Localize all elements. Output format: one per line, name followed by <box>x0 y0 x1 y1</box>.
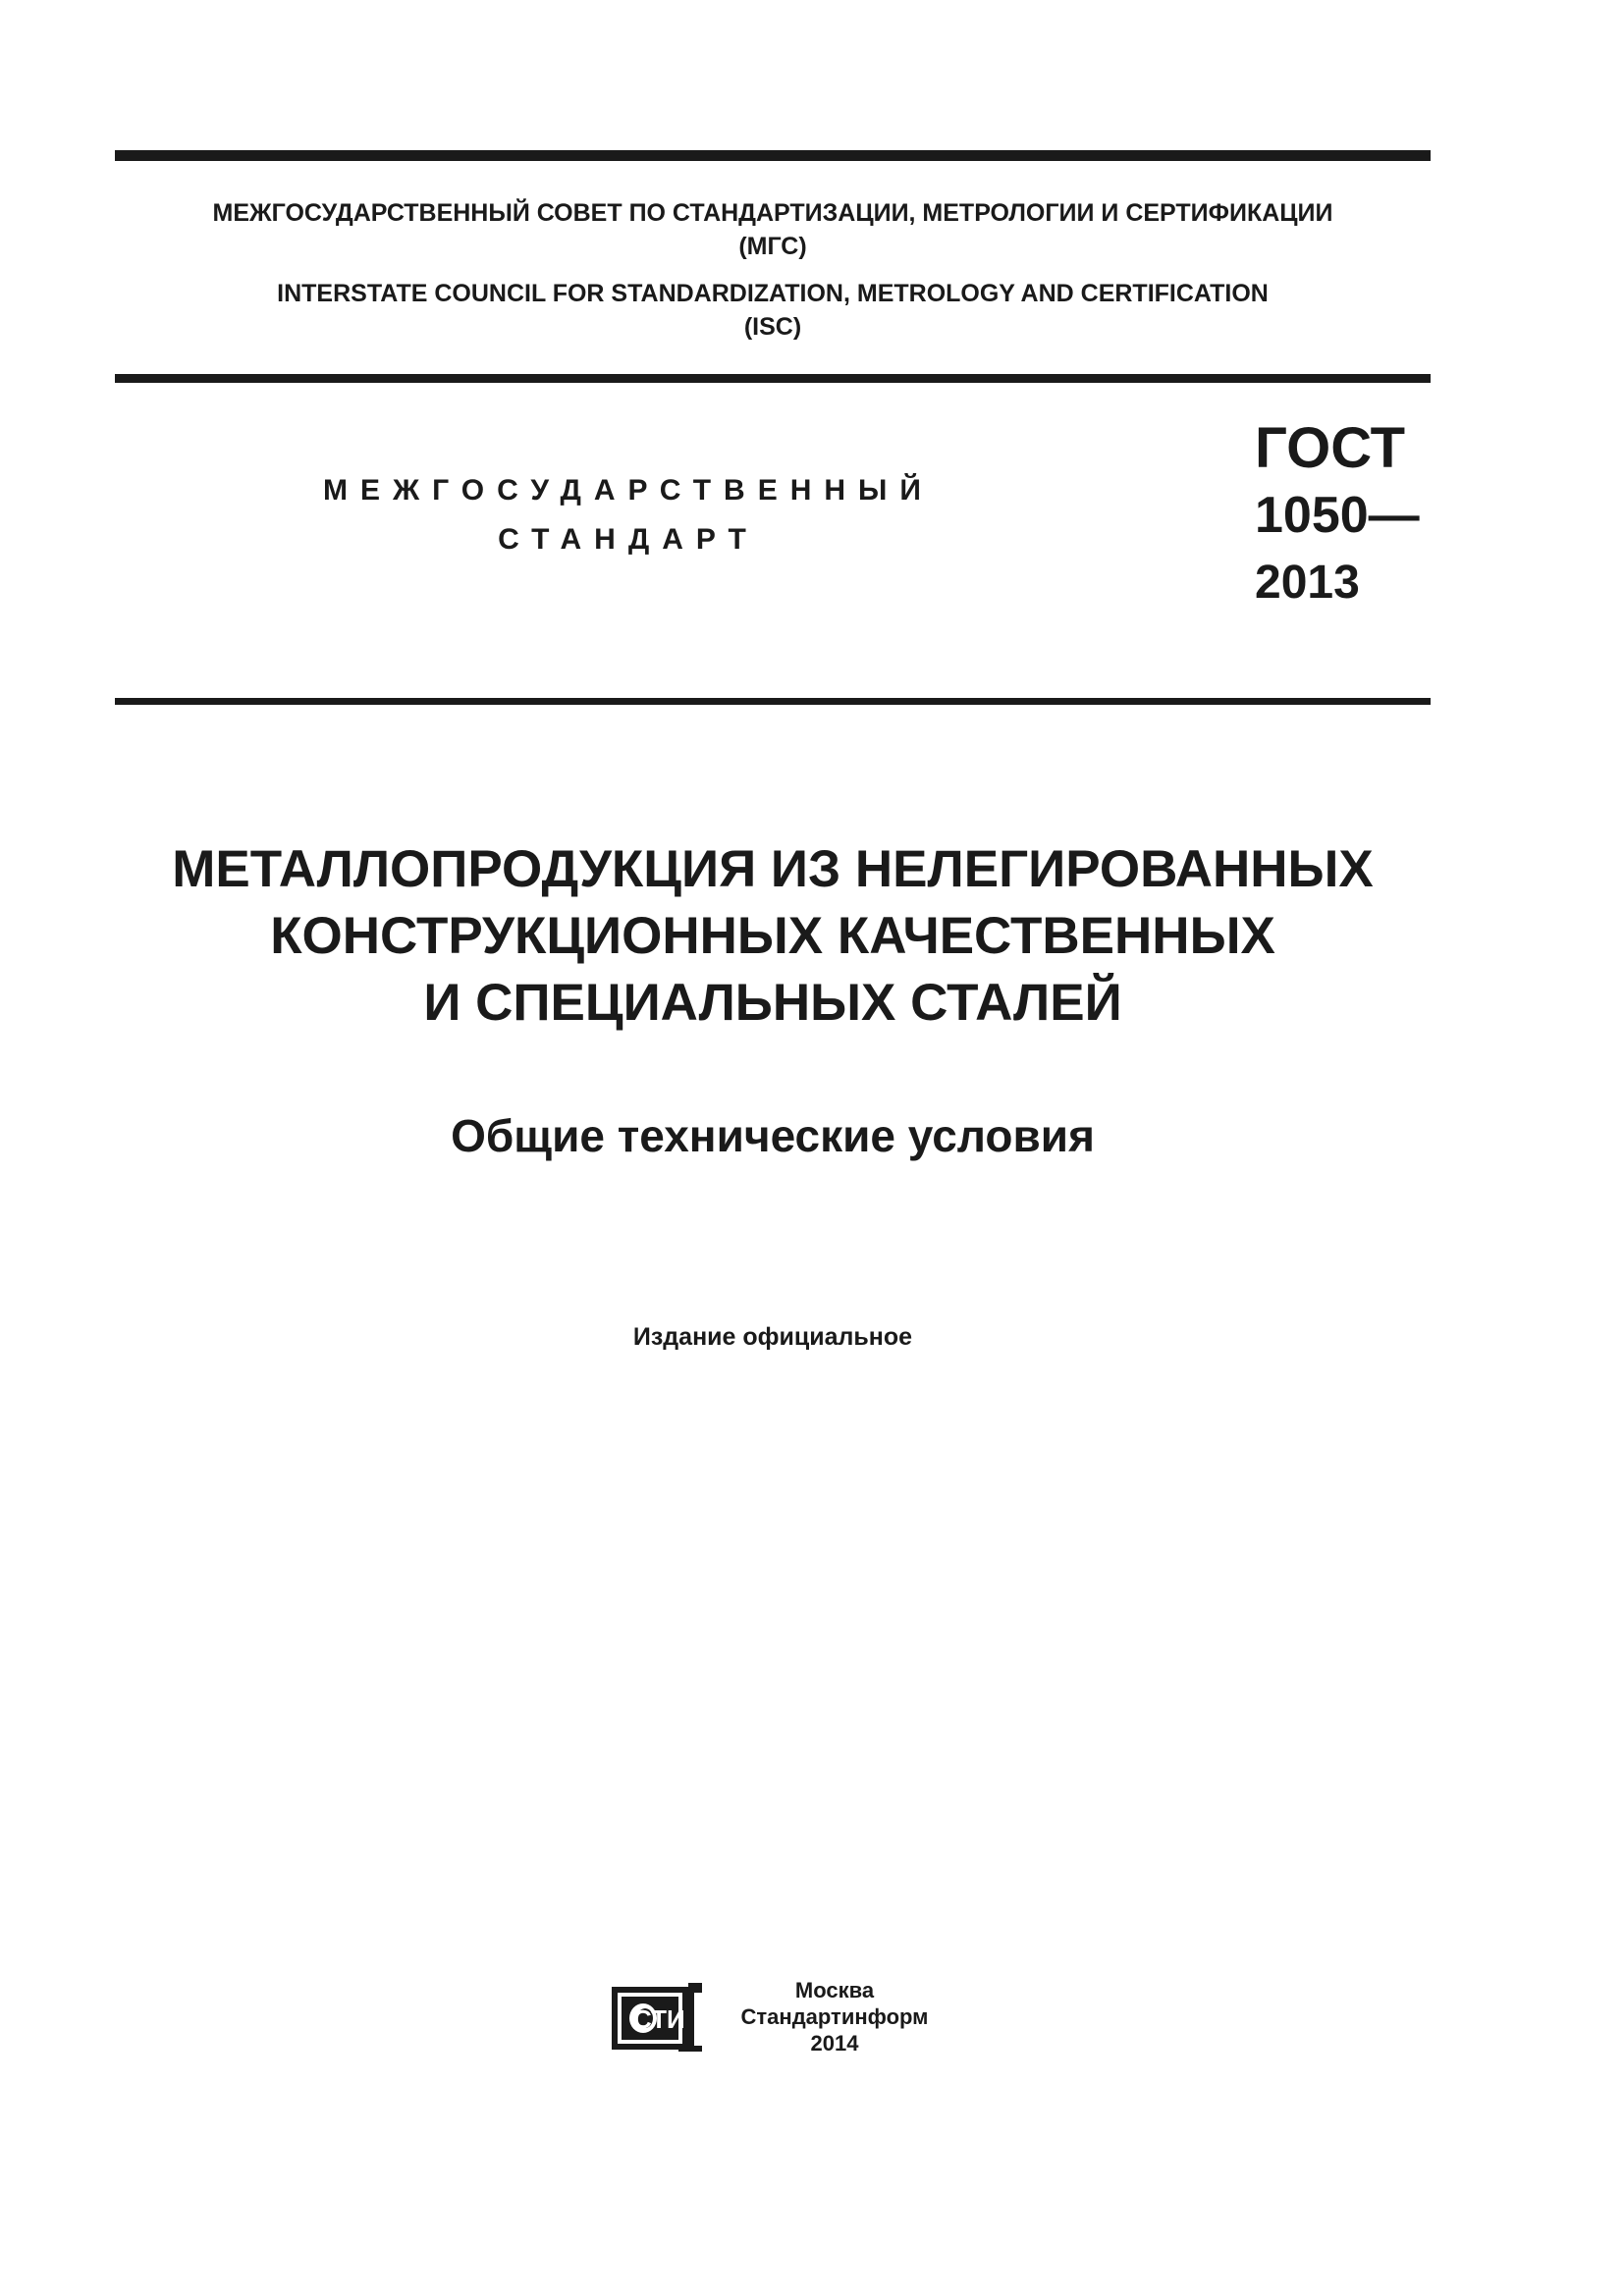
document-title-line3: И СПЕЦИАЛЬНЫХ СТАЛЕЙ <box>423 974 1122 1032</box>
standard-type-line2: СТАНДАРТ <box>498 523 759 556</box>
council-name-ru: МЕЖГОСУДАРСТВЕННЫЙ СОВЕТ ПО СТАНДАРТИЗАЦИИ, МЕТРОЛОГИИ И СЕРТИФИКАЦИИ <box>212 199 1333 227</box>
edition-label: Издание официальное <box>632 1323 913 1351</box>
header-bottom-rule <box>115 698 1431 705</box>
council-abbr-ru: (МГС) <box>738 233 807 260</box>
gost-number: 1050— <box>1255 487 1420 544</box>
council-name-en: INTERSTATE COUNCIL FOR STANDARDIZATION, METROLOGY AND CERTIFICATION <box>277 280 1269 307</box>
gost-prefix: ГОСТ <box>1255 416 1406 480</box>
publisher-year: 2014 <box>810 2031 859 2056</box>
document-title-line1: МЕТАЛЛОПРОДУКЦИЯ ИЗ НЕЛЕГИРОВАННЫХ <box>172 840 1374 898</box>
document-subtitle: Общие технические условия <box>451 1110 1095 1161</box>
document-title-line2: КОНСТРУКЦИОННЫХ КАЧЕСТВЕННЫХ <box>270 907 1275 965</box>
publisher-city: Москва <box>794 1978 875 2002</box>
top-rule <box>115 150 1431 161</box>
logo-text: СТИ <box>633 2004 685 2034</box>
gost-year: 2013 <box>1255 557 1360 609</box>
standard-type-line1: МЕЖГОСУДАРСТВЕННЫЙ <box>323 474 934 507</box>
council-bottom-rule <box>115 374 1431 383</box>
council-abbr-en: (ISC) <box>743 313 802 341</box>
standartinform-logo-icon <box>610 1981 704 2054</box>
publisher-name: Стандартинформ <box>740 2004 929 2029</box>
logo-graphic <box>610 1981 704 2054</box>
